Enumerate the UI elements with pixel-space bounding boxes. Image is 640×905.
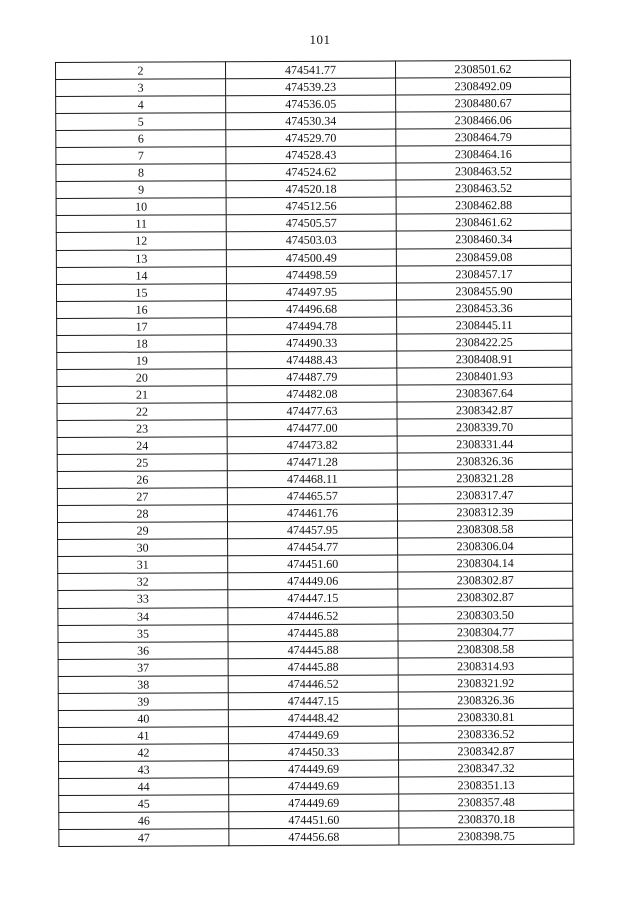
x-coordinate-cell: 474456.68 (229, 828, 399, 846)
point-number-cell: 42 (58, 744, 228, 762)
x-coordinate-cell: 474497.95 (226, 283, 396, 301)
point-number-cell: 9 (56, 181, 226, 199)
x-coordinate-cell: 474498.59 (226, 266, 396, 284)
y-coordinate-cell: 2308460.34 (396, 231, 571, 249)
point-number-cell: 36 (58, 641, 228, 659)
x-coordinate-cell: 474528.43 (226, 146, 396, 164)
y-coordinate-cell: 2308466.06 (396, 111, 571, 129)
x-coordinate-cell: 474446.52 (228, 675, 398, 693)
point-number-cell: 34 (58, 607, 228, 625)
page-number: 101 (309, 32, 331, 47)
x-coordinate-cell: 474451.60 (229, 811, 399, 829)
x-coordinate-cell: 474449.69 (229, 760, 399, 778)
point-number-cell: 38 (58, 675, 228, 693)
x-coordinate-cell: 474450.33 (228, 743, 398, 761)
y-coordinate-cell: 2308308.58 (398, 640, 573, 658)
y-coordinate-cell: 2308370.18 (399, 810, 574, 828)
y-coordinate-cell: 2308304.14 (398, 555, 573, 573)
y-coordinate-cell: 2308445.11 (397, 316, 572, 334)
y-coordinate-cell: 2308326.36 (397, 452, 572, 470)
y-coordinate-cell: 2308459.08 (396, 248, 571, 266)
x-coordinate-cell: 474461.76 (227, 504, 397, 522)
point-number-cell: 10 (56, 198, 226, 216)
point-number-cell: 7 (56, 147, 226, 165)
point-number-cell: 24 (57, 437, 227, 455)
point-number-cell: 27 (57, 488, 227, 506)
y-coordinate-cell: 2308398.75 (399, 827, 574, 845)
y-coordinate-cell: 2308367.64 (397, 384, 572, 402)
y-coordinate-cell: 2308463.52 (396, 163, 571, 181)
point-number-cell: 39 (58, 692, 228, 710)
y-coordinate-cell: 2308342.87 (397, 401, 572, 419)
y-coordinate-cell: 2308339.70 (397, 418, 572, 436)
y-coordinate-cell: 2308312.39 (397, 503, 572, 521)
x-coordinate-cell: 474477.63 (227, 402, 397, 420)
x-coordinate-cell: 474449.69 (229, 794, 399, 812)
point-number-cell: 23 (57, 420, 227, 438)
x-coordinate-cell: 474447.15 (228, 692, 398, 710)
x-coordinate-cell: 474468.11 (227, 470, 397, 488)
y-coordinate-cell: 2308326.36 (398, 691, 573, 709)
point-number-cell: 46 (59, 812, 229, 830)
y-coordinate-cell: 2308336.52 (398, 725, 573, 743)
y-coordinate-cell: 2308302.87 (398, 572, 573, 590)
point-number-cell: 6 (56, 130, 226, 148)
coordinates-table-body (56, 60, 574, 846)
x-coordinate-cell: 474471.28 (227, 453, 397, 471)
y-coordinate-cell: 2308462.88 (396, 197, 571, 215)
x-coordinate-cell: 474446.52 (228, 607, 398, 625)
x-coordinate-cell: 474445.88 (228, 624, 398, 642)
point-number-cell: 16 (57, 300, 227, 318)
y-coordinate-cell: 2308461.62 (396, 214, 571, 232)
y-coordinate-cell: 2308317.47 (397, 486, 572, 504)
x-coordinate-cell: 474520.18 (226, 180, 396, 198)
y-coordinate-cell: 2308480.67 (396, 94, 571, 112)
y-coordinate-cell: 2308303.50 (398, 606, 573, 624)
y-coordinate-cell: 2308306.04 (398, 538, 573, 556)
x-coordinate-cell: 474524.62 (226, 163, 396, 181)
point-number-cell: 5 (56, 113, 226, 131)
point-number-cell: 43 (59, 761, 229, 779)
y-coordinate-cell: 2308463.52 (396, 180, 571, 198)
y-coordinate-cell: 2308321.92 (398, 674, 573, 692)
y-coordinate-cell: 2308347.32 (399, 759, 574, 777)
y-coordinate-cell: 2308321.28 (397, 469, 572, 487)
x-coordinate-cell: 474482.08 (227, 385, 397, 403)
x-coordinate-cell: 474451.60 (228, 555, 398, 573)
point-number-cell: 4 (56, 96, 226, 114)
y-coordinate-cell: 2308330.81 (398, 708, 573, 726)
point-number-cell: 21 (57, 386, 227, 404)
y-coordinate-cell: 2308453.36 (397, 299, 572, 317)
table-row (59, 827, 574, 846)
point-number-cell: 11 (56, 215, 226, 233)
y-coordinate-cell: 2308304.77 (398, 623, 573, 641)
point-number-cell: 22 (57, 403, 227, 421)
x-coordinate-cell: 474465.57 (227, 487, 397, 505)
y-coordinate-cell: 2308422.25 (397, 333, 572, 351)
x-coordinate-cell: 474530.34 (226, 112, 396, 130)
point-number-cell: 29 (58, 522, 228, 540)
point-number-cell: 35 (58, 624, 228, 642)
x-coordinate-cell: 474457.95 (228, 521, 398, 539)
point-number-cell: 26 (57, 471, 227, 489)
point-number-cell: 14 (56, 266, 226, 284)
point-number-cell: 41 (58, 727, 228, 745)
y-coordinate-cell: 2308342.87 (398, 742, 573, 760)
x-coordinate-cell: 474490.33 (227, 334, 397, 352)
y-coordinate-cell: 2308464.16 (396, 145, 571, 163)
point-number-cell: 45 (59, 795, 229, 813)
x-coordinate-cell: 474454.77 (228, 538, 398, 556)
y-coordinate-cell: 2308408.91 (397, 350, 572, 368)
point-number-cell: 13 (56, 249, 226, 267)
point-number-cell: 28 (57, 505, 227, 523)
point-number-cell: 18 (57, 335, 227, 353)
x-coordinate-cell: 474539.23 (226, 78, 396, 96)
point-number-cell: 3 (56, 79, 226, 97)
coordinates-table (55, 60, 574, 847)
x-coordinate-cell: 474541.77 (226, 61, 396, 79)
y-coordinate-cell: 2308464.79 (396, 128, 571, 146)
y-coordinate-cell: 2308457.17 (396, 265, 571, 283)
y-coordinate-cell: 2308455.90 (396, 282, 571, 300)
x-coordinate-cell: 474449.69 (229, 777, 399, 795)
y-coordinate-cell: 2308302.87 (398, 589, 573, 607)
x-coordinate-cell: 474488.43 (227, 351, 397, 369)
y-coordinate-cell: 2308308.58 (398, 521, 573, 539)
point-number-cell: 20 (57, 369, 227, 387)
y-coordinate-cell: 2308401.93 (397, 367, 572, 385)
point-number-cell: 47 (59, 829, 229, 847)
x-coordinate-cell: 474449.06 (228, 572, 398, 590)
point-number-cell: 2 (56, 62, 226, 80)
x-coordinate-cell: 474496.68 (227, 300, 397, 318)
point-number-cell: 37 (58, 658, 228, 676)
point-number-cell: 30 (58, 539, 228, 557)
point-number-cell: 25 (57, 454, 227, 472)
point-number-cell: 8 (56, 164, 226, 182)
y-coordinate-cell: 2308357.48 (399, 793, 574, 811)
point-number-cell: 31 (58, 556, 228, 574)
point-number-cell: 33 (58, 590, 228, 608)
x-coordinate-cell: 474477.00 (227, 419, 397, 437)
x-coordinate-cell: 474494.78 (227, 317, 397, 335)
x-coordinate-cell: 474529.70 (226, 129, 396, 147)
y-coordinate-cell: 2308351.13 (399, 776, 574, 794)
x-coordinate-cell: 474512.56 (226, 197, 396, 215)
x-coordinate-cell: 474500.49 (226, 249, 396, 267)
y-coordinate-cell: 2308492.09 (396, 77, 571, 95)
y-coordinate-cell: 2308314.93 (398, 657, 573, 675)
point-number-cell: 32 (58, 573, 228, 591)
y-coordinate-cell: 2308501.62 (395, 60, 570, 78)
x-coordinate-cell: 474487.79 (227, 368, 397, 386)
x-coordinate-cell: 474447.15 (228, 589, 398, 607)
point-number-cell: 12 (56, 232, 226, 250)
point-number-cell: 40 (58, 710, 228, 728)
x-coordinate-cell: 474505.57 (226, 214, 396, 232)
y-coordinate-cell: 2308331.44 (397, 435, 572, 453)
point-number-cell: 19 (57, 352, 227, 370)
point-number-cell: 15 (56, 283, 226, 301)
x-coordinate-cell: 474445.88 (228, 658, 398, 676)
x-coordinate-cell: 474536.05 (226, 95, 396, 113)
x-coordinate-cell: 474473.82 (227, 436, 397, 454)
x-coordinate-cell: 474449.69 (228, 726, 398, 744)
point-number-cell: 17 (57, 317, 227, 335)
x-coordinate-cell: 474448.42 (228, 709, 398, 727)
x-coordinate-cell: 474445.88 (228, 641, 398, 659)
point-number-cell: 44 (59, 778, 229, 796)
x-coordinate-cell: 474503.03 (226, 231, 396, 249)
